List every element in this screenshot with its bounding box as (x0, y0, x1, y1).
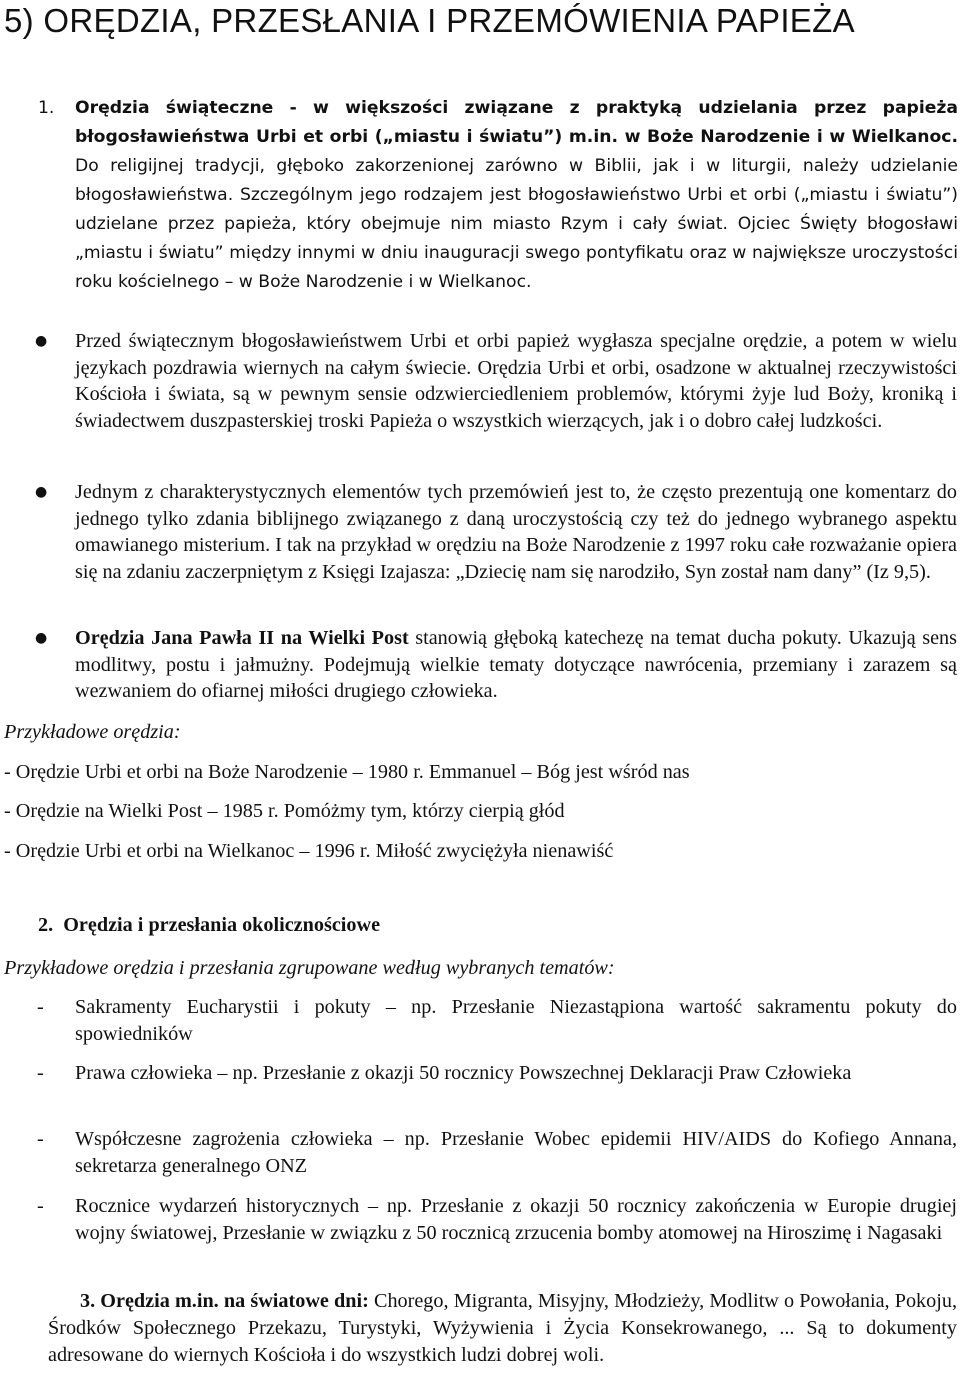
section-3 (48, 1288, 957, 1369)
dash-marker: - (37, 1195, 44, 1217)
bullet-text: stanowią głęboką katechezę na temat ducha pokuty. Ukazują sens modlitwy, postu i jałmużny. Podejmują wielkie tematy dotyczące nawrócenia, przemiany i zarazem są wezwaniem do ofiarnej miłości drugiego człowieka. (75, 627, 957, 702)
topic-text: Sakramenty Eucharystii i pokuty – np. Przesłanie Niezastąpiona wartość sakramentu pokuty do spowiedników (75, 996, 957, 1045)
section-1-heading: Orędzia świąteczne - w większości związane z praktyką udzielania przez papieża błogosławieństwa Urbi et orbi („miastu i światu”) m.in. w Boże Narodzenie i w Wielkanoc. (75, 98, 958, 147)
bullet-text: Przed świątecznym błogosławieństwem Urbi et orbi papież wygłasza specjalne orędzie, a potem w wielu językach pozdrawia wiernych na całym świecie. Orędzia Urbi et orbi, osadzone w aktualnej rzeczywistości Kościoła i świata, są w pewnym sensie odzwierciedleniem problemów, którymi żyje lud Boży, kroniką i świadectwem duszpasterskiej troski Papieża o wszystkich wierzących, jak i o dobro całej ludzkości. (75, 330, 957, 432)
topic-text: Współczesne zagrożenia człowieka – np. Przesłanie Wobec epidemii HIV/AIDS do Kofiego Annana, sekretarza generalnego ONZ (75, 1128, 957, 1177)
dash-marker: - (37, 1062, 44, 1084)
example-item: - Orędzie Urbi et orbi na Wielkanoc – 1996 r. Miłość zwyciężyła nienawiść (4, 840, 614, 862)
section-1-number: 1. (38, 98, 55, 118)
topic-text: Rocznice wydarzeń historycznych – np. Przesłanie z okazji 50 rocznicy zakończenia w Europie drugiej wojny światowej, Przesłanie w związku z 50 rocznicą zrzucenia bomby atomowej na Hiroszimę i Nagasaki (75, 1195, 957, 1244)
topic-text: Prawa człowieka – np. Przesłanie z okazji 50 rocznicy Powszechnej Deklaracji Praw Człowieka (75, 1062, 852, 1084)
section-2-subtitle: Przykładowe orędzia i przesłania zgrupowane według wybranych tematów: (4, 957, 615, 979)
section-1-text: Do religijnej tradycji, głęboko zakorzenionej zarówno w Biblii, jak i w liturgii, należy udzielanie błogosławieństwa. Szczególnym jego rodzajem jest błogosławieństwo Urbi et orbi („miastu i światu”) udzielane przez papieża, który obejmuje nim miasto Rzym i cały świat. Ojciec Święty błogosławi „miastu i światu” między innymi w dniu inauguracji swego pontyfikatu oraz w największe uroczystości roku kościelnego – w Boże Narodzenie i w Wielkanoc. (75, 156, 958, 292)
section-3-heading: 3. Orędzia m.in. na światowe dni: (80, 1290, 369, 1312)
examples-label: Przykładowe orędzia: (4, 721, 181, 743)
bullet-item (35, 625, 957, 705)
bullet-icon: ● (35, 484, 48, 500)
bullet-icon: ● (35, 333, 48, 349)
topic-item (37, 1193, 957, 1246)
dash-marker: - (37, 996, 44, 1018)
section-2-number: 2. (38, 914, 54, 936)
section-2-heading (38, 914, 380, 937)
example-item: - Orędzie Urbi et orbi na Boże Narodzenie – 1980 r. Emmanuel – Bóg jest wśród nas (4, 761, 690, 783)
section-3-text: Chorego, Migranta, Misyjny, Młodzieży, Modlitw o Powołania, Pokoju, Środków Społecznego Przekazu, Turystyki, Wyżywienia i Życia Konsekrowanego, ... Są to dokumenty adresowane do wiernych Kościoła i do wszystkich ludzi dobrej woli. (48, 1290, 957, 1366)
bullet-icon: ● (35, 630, 48, 646)
section-1 (38, 94, 958, 297)
topic-item (37, 1126, 957, 1179)
section-2-title: Orędzia i przesłania okolicznościowe (63, 914, 381, 936)
bullet-item (35, 328, 957, 434)
example-item: - Orędzie na Wielki Post – 1985 r. Pomóżmy tym, którzy cierpią głód (4, 800, 565, 822)
topic-item (37, 1060, 957, 1087)
page-title: 5) ORĘDZIA, PRZESŁANIA I PRZEMÓWIENIA PAPIEŻA (4, 2, 855, 39)
dash-marker: - (37, 1128, 44, 1150)
bullet-bold: Orędzia Jana Pawła II na Wielki Post (75, 627, 409, 649)
section-1-body (75, 94, 958, 297)
bullet-item (35, 479, 957, 585)
topic-item (37, 994, 957, 1047)
bullet-text: Jednym z charakterystycznych elementów tych przemówień jest to, że często prezentują one komentarz do jednego tylko zdania biblijnego związanego z daną uroczystością czy też do jednego wybranego aspektu omawianego misterium. I tak na przykład w orędziu na Boże Narodzenie z 1997 roku całe rozważanie opiera się na zdaniu zaczerpniętym z Księgi Izajasza: „Dziecię nam się narodziło, Syn został nam dany” (Iz 9,5). (75, 481, 957, 583)
